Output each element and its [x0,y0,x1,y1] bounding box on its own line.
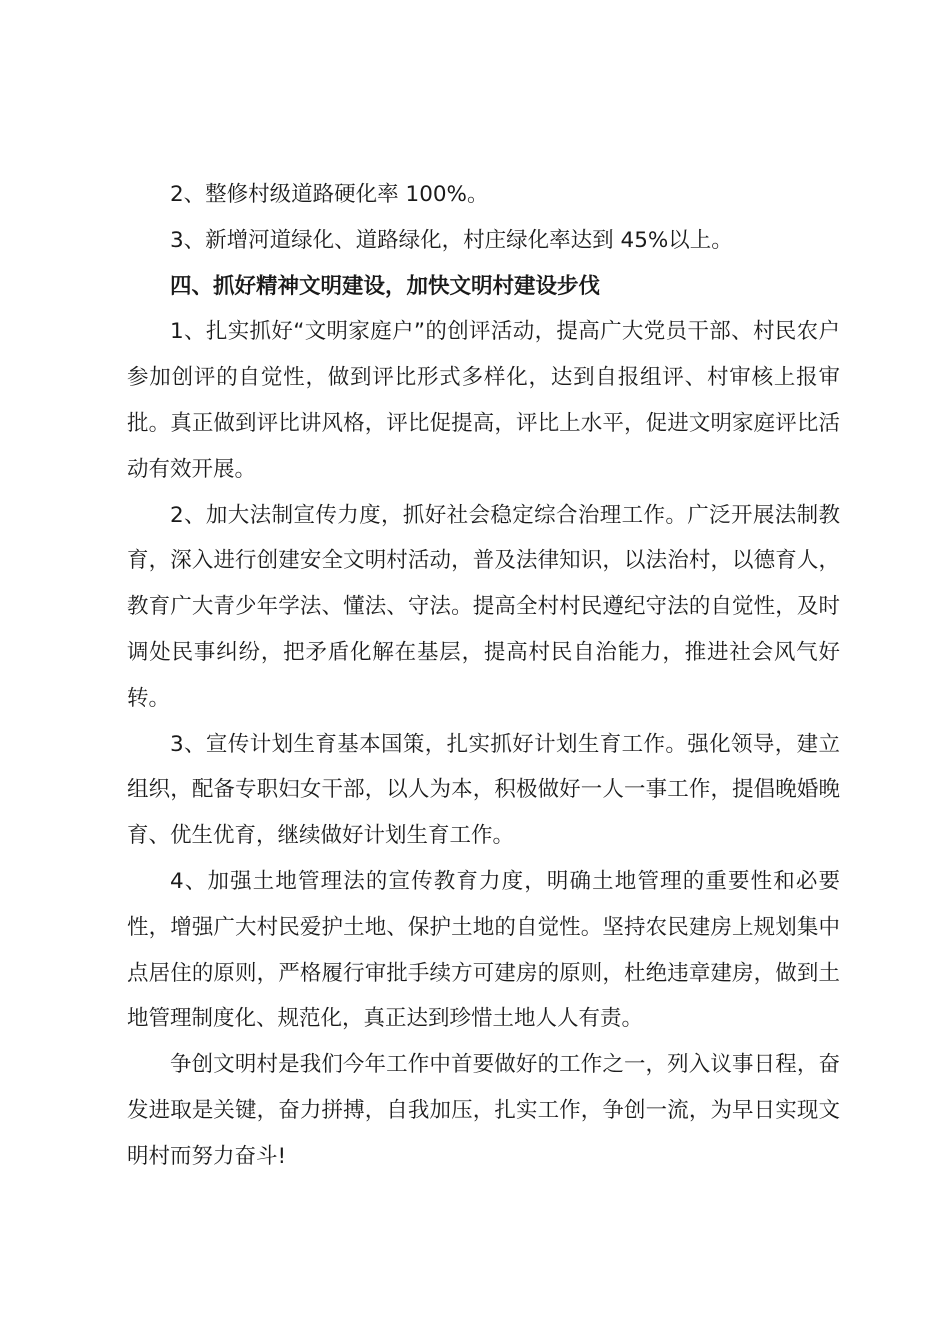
document-body [127,172,840,1180]
paragraph-road-hardening: 2、整修村级道路硬化率 100%。 [170,182,489,207]
section-heading-spiritual-civilization: 四、抓好精神文明建设，加快文明村建设步伐 [170,273,601,299]
paragraph-legal-publicity: 2、加大法制宣传力度，抓好社会稳定综合治理工作。广泛开展法制教育，深入进行创建安全文明村活动，普及法律知识，以法治村，以德育人，教育广大青少年学法、懂法、守法。提高全村村民遵纪守法的自觉性，及时调处民事纠纷，把矛盾化解在基层，提高村民自治能力，推进社会风气好转。 [127,502,840,711]
paragraph-family-planning: 3、宣传计划生育基本国策，扎实抓好计划生育工作。强化领导，建立组织，配备专职妇女干部，以人为本，积极做好一人一事工作，提倡晚婚晚育、优生优育，继续做好计划生育工作。 [127,731,840,849]
paragraph-civilized-family: 1、扎实抓好“文明家庭户”的创评活动，提高广大党员干部、村民农户参加创评的自觉性，做到评比形式多样化，达到自报组评、村审核上报审批。真正做到评比讲风格，评比促提高，评比上水平，促进文明家庭评比活动有效开展。 [127,319,840,482]
paragraph-conclusion: 争创文明村是我们今年工作中首要做好的工作之一，列入议事日程，奋发进取是关键，奋力拼搏，自我加压，扎实工作，争创一流，为早日实现文明村而努力奋斗! [127,1052,840,1169]
paragraph-greening: 3、新增河道绿化、道路绿化，村庄绿化率达到 45%以上。 [170,227,733,253]
paragraph-land-management: 4、加强土地管理法的宣传教育力度，明确土地管理的重要性和必要性，增强广大村民爱护土地、保护土地的自觉性。坚持农民建房上规划集中点居住的原则，严格履行审批手续方可建房的原则，杜绝违章建房，做到土地管理制度化、规范化，真正达到珍惜土地人人有责。 [127,868,840,1032]
